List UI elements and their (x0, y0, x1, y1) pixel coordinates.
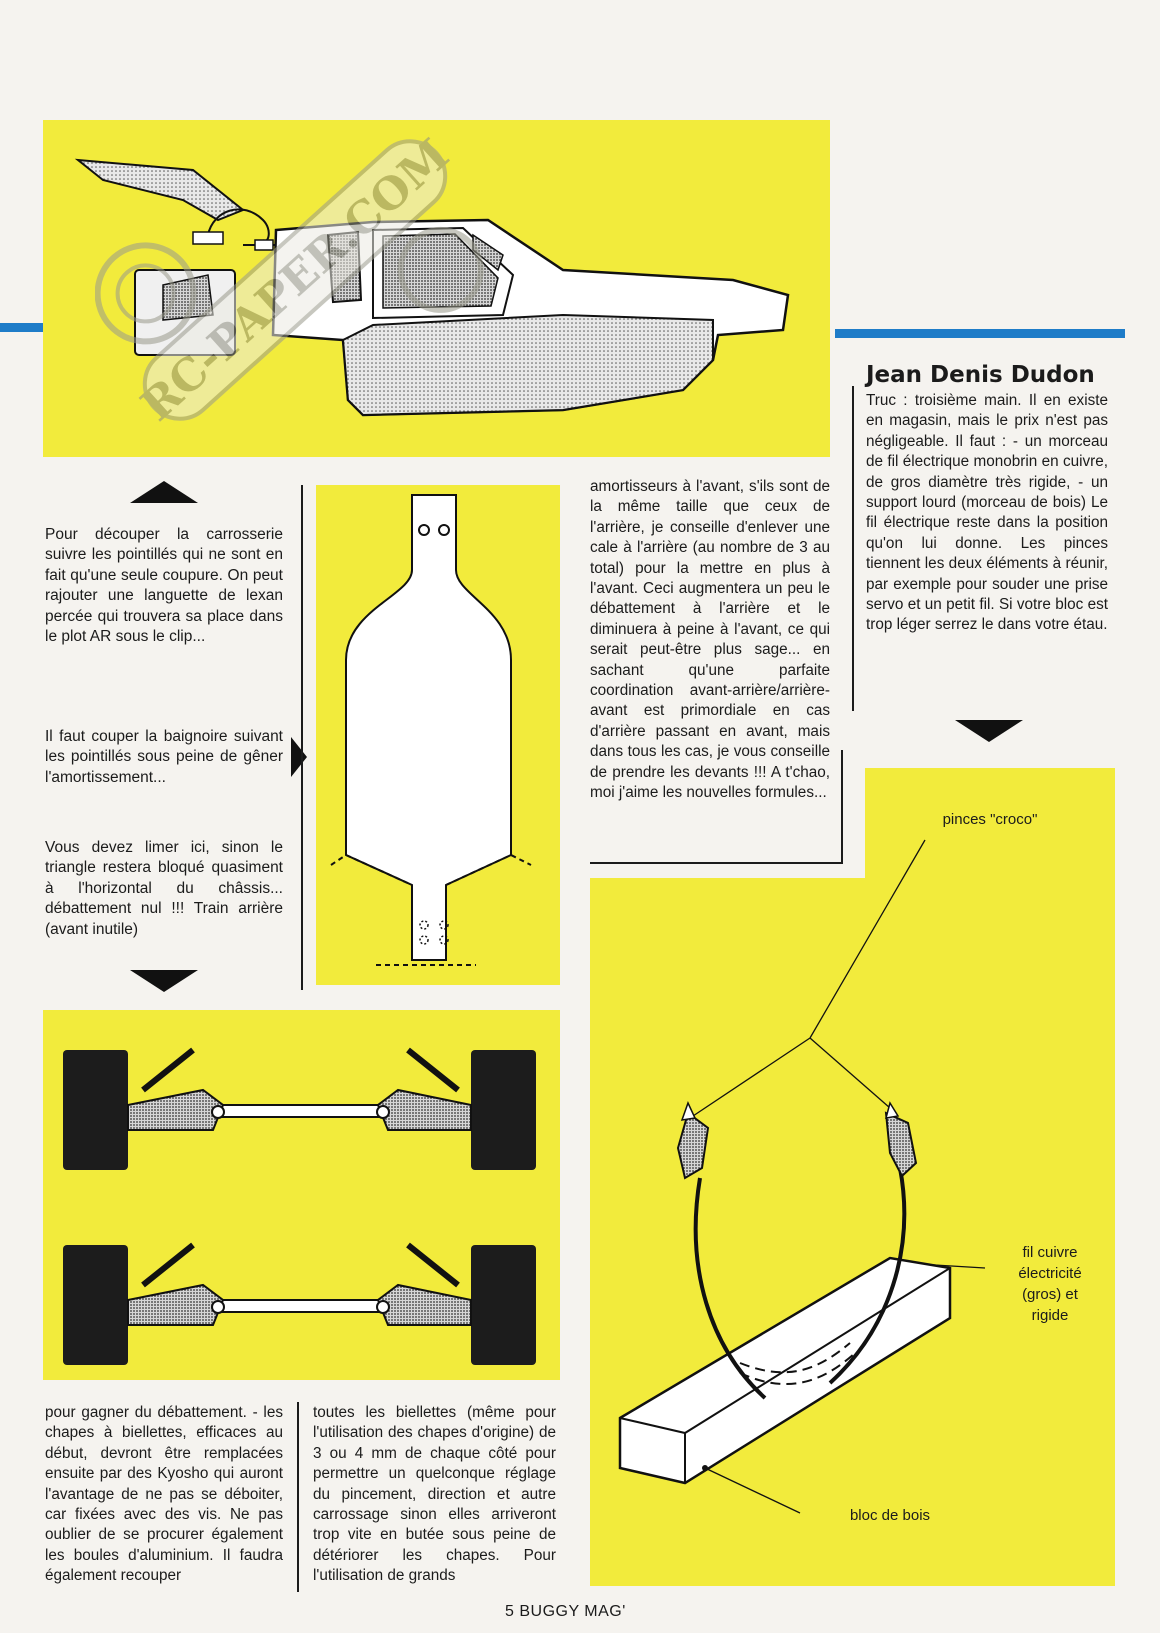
page-footer: 5 BUGGY MAG' (505, 1603, 626, 1620)
limer-paragraph: Vous devez limer ici, sinon le triangle restera bloqué quasiment à l'horizontal du châssis... débattement nul !!! Train arrière (avant inutile) (45, 839, 283, 938)
rc-paper-watermark (95, 70, 495, 490)
baignoire-block (45, 727, 283, 804)
bottom-col1 (45, 1403, 283, 1603)
blue-rule-left (0, 323, 43, 332)
left-column (45, 525, 283, 663)
baignoire-paragraph: Il faut couper la baignoire suivant les pointillés sous peine de gêner l'amortissement... (45, 728, 283, 786)
third-hand-drawing (590, 768, 1115, 1586)
bottom-divider (297, 1402, 299, 1592)
label-pinces: pinces "croco" (942, 811, 1038, 828)
arrow-up-icon (130, 481, 198, 503)
suspension-top (63, 1050, 536, 1170)
watermark-text: RC-PAPER.COM (131, 129, 459, 432)
tip-paragraph: Truc : troisième main. Il en existe en magasin, mais le prix n'est pas négligeable. Il faut : - un morceau de fil électrique monobrin en cuivre, de gros diamètre très rigide, - un support lourd (morceau de bois) Le fil électrique reste dans la position qu'on lui donne. Les pinces tiennent les deux éléments à réunir, par exemple pour souder une prise servo et un petit fil. Si votre bloc est trop léger serrez le dans votre étau. (866, 392, 1108, 634)
blue-rule-right (835, 329, 1125, 338)
arrow-down-icon (130, 970, 198, 992)
rear-suspension-drawing (43, 1010, 560, 1380)
tub-cutout-drawing (316, 485, 560, 985)
suspension-bottom (63, 1245, 536, 1365)
bottom-col2 (313, 1403, 556, 1603)
arrow-down-icon-right (955, 720, 1023, 742)
arrow-right-icon (291, 737, 307, 777)
bottom-col2-paragraph: toutes les biellettes (même pour l'utilisation des chapes d'origine) de 3 ou 4 mm de chaque côté pour permettre un quelconque réglage du pincement, direction et autre carrossage sinon elles arriveront trop vite en butée sous peine de détériorer les chapes. Pour l'utilisation de grands (313, 1404, 556, 1585)
limer-block (45, 838, 283, 956)
amortisseurs-paragraph: amortisseurs à l'avant, s'ils sont de la même taille que ceux de l'arrière, je conseille d'enlever une cale à l'arrière (au nombre de 3 au total) pour la mettre en plus à l'avant. Ceci augmentera un peu le débattement à l'arrière et le diminuera à peine à l'avant, ce qui serait peut-être plus sage... en sachant qu'une parfaite coordination avant-arrière/arrière-avant est primordiale en cas d'arrière passant en avant, mais dans tous les cas, je vous conseille de prendre les devants !!! A t'chao, moi j'aime les nouvelles formules... (590, 478, 830, 802)
right-column (866, 391, 1108, 652)
bottom-col1-paragraph: pour gagner du débattement. - les chapes à biellettes, efficaces au début, devront être remplacées ensuite par des Kyosho qui auront l'avantage de ne pas se déboiter, car fixées avec des vis. Ne pas oublier de se procurer également les boules d'aluminium. Il faudra également recouper (45, 1404, 283, 1585)
label-bloc: bloc de bois (849, 1507, 931, 1524)
left-divider (301, 485, 303, 990)
author-name: Jean Denis Dudon (866, 362, 1095, 388)
label-fil: fil cuivre électricité (gros) et rigide (1018, 1244, 1082, 1324)
carrosserie-paragraph: Pour découper la carrosserie suivre les pointillés qui ne sont en fait qu'une seule coupure. On peut rajouter une languette de lexan percée qui trouvera sa place dans le plot AR sous le clip... (45, 526, 283, 646)
right-divider (852, 386, 854, 711)
